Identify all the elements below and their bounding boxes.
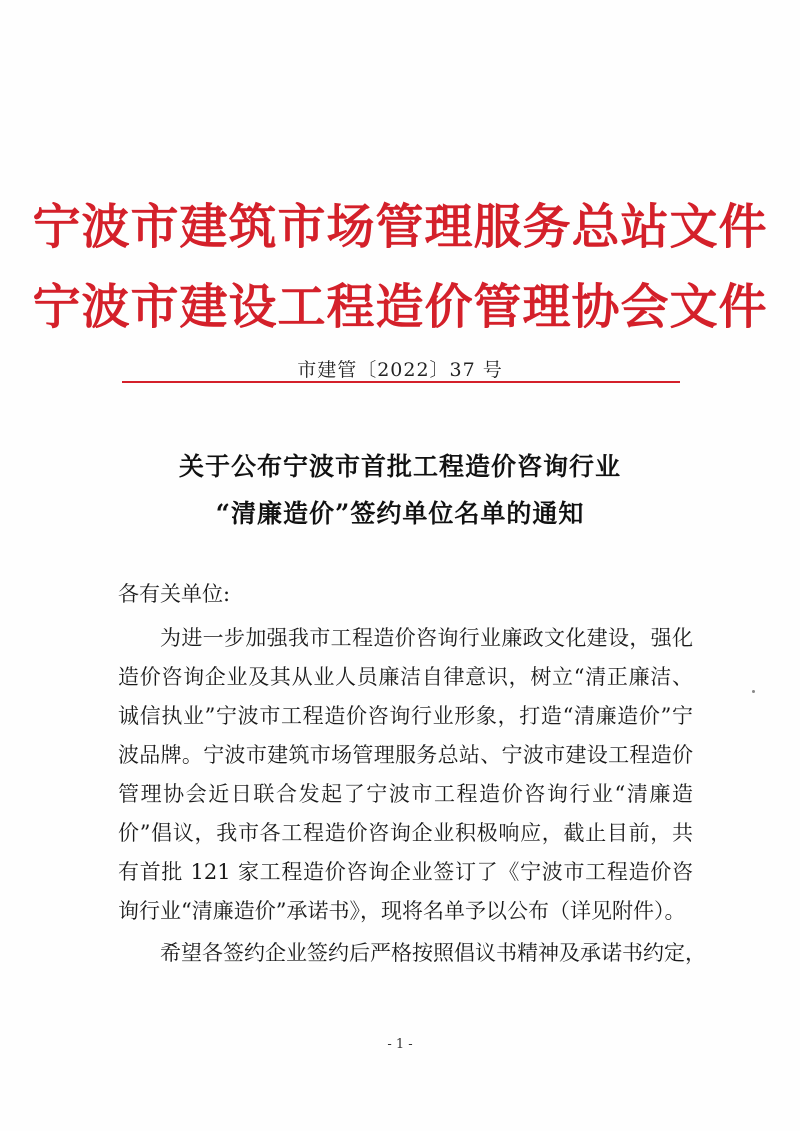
subject-title-line-2: “清廉造价”签约单位名单的通知 bbox=[215, 499, 585, 528]
salutation: 各有关单位: bbox=[118, 582, 231, 606]
scan-speck bbox=[752, 690, 755, 693]
body-paragraph-2: 希望各签约企业签约后严格按照倡议书精神及承诺书约定， bbox=[160, 941, 706, 965]
subject-title-line-1: 关于公布宁波市首批工程造价咨询行业 bbox=[178, 452, 621, 481]
issuer-title-line-1: 宁波市建筑市场管理服务总站文件 bbox=[32, 199, 768, 255]
body-paragraph-1: 为进一步加强我市工程造价咨询行业廉政文化建设，强化造价咨询企业及其从业人员廉洁自律意识，树立“清正廉洁、诚信执业”宁波市工程造价咨询行业形象，打造“清廉造价”宁波品牌。宁波市建筑市场管理服务总站、宁波市建设工程造价管理协会近日联合发起了宁波市工程造价咨询行业“清廉造价”倡议，我市各工程造价咨询企业积极响应，截止目前，共有首批 121 家工程造价咨询企业签订了《宁波市工程造价咨询行业“清廉造价”承诺书》，现将名单予以公布（详见附件）。 bbox=[118, 626, 693, 923]
document-number: 市建管〔2022〕37 号 bbox=[297, 359, 503, 381]
red-divider-line bbox=[122, 381, 680, 383]
issuer-title-line-2: 宁波市建设工程造价管理协会文件 bbox=[32, 279, 768, 335]
page-number: - 1 - bbox=[387, 1037, 413, 1052]
